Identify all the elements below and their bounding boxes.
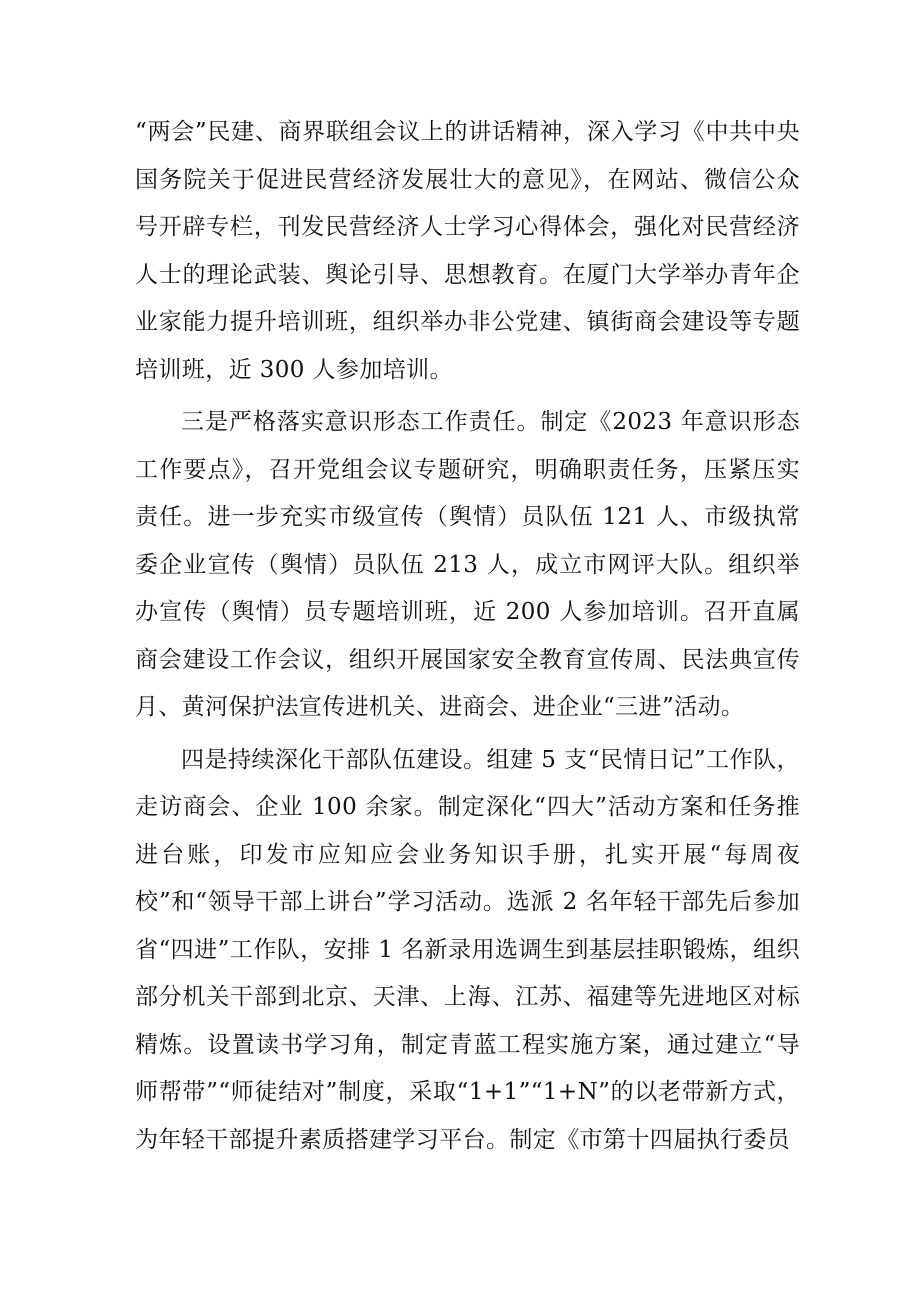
paragraph-cadre-team-building: 四是持续深化干部队伍建设。组建 5 支“民情日记”工作队，走访商会、企业 100 余家。制定深化“四大”活动方案和任务推进台账，印发市应知应会业务知识手册，扎实开展“每周夜校”和“领导干部上讲台”学习活动。选派 2 名年轻干部先后参加省“四进”工作队，安排 1 名新录用选调生到基层挂职锻炼，组织部分机关干部到北京、天津、上海、江苏、福建等先进地区对标精炼。设置读书学习角，制定青蓝工程实施方案，通过建立“导师帮带”“师徒结对”制度，采取“1+1”“1+N”的以老带新方式，为年轻干部提升素质搭建学习平台。制定《市第十四届执行委员 bbox=[135, 746, 800, 1153]
paragraph-ideology-responsibility: 三是严格落实意识形态工作责任。制定《2023 年意识形态工作要点》，召开党组会议专题研究，明确职责任务，压紧压实责任。进一步充实市级宣传（舆情）员队伍 121 人、市级执常委企业宣传（舆情）员队伍 213 人，成立市网评大队。组织举办宣传（舆情）员专题培训班，近 200 人参加培训。召开直属商会建设工作会议，组织开展国家安全教育宣传周、民法典宣传月、黄河保护法宣传进机关、进商会、进企业“三进”活动。 bbox=[135, 409, 800, 720]
paragraph-continuation: “两会”民建、商界联组会议上的讲话精神，深入学习《中共中央国务院关于促进民营经济发展壮大的意见》，在网站、微信公众号开辟专栏，刊发民营经济人士学习心得体会，强化对民营经济人士的理论武装、舆论引导、思想教育。在厦门大学举办青年企业家能力提升培训班，组织举办非公党建、镇街商会建设等专题培训班，近 300 人参加培训。 bbox=[135, 119, 800, 383]
document-body bbox=[135, 109, 800, 1164]
